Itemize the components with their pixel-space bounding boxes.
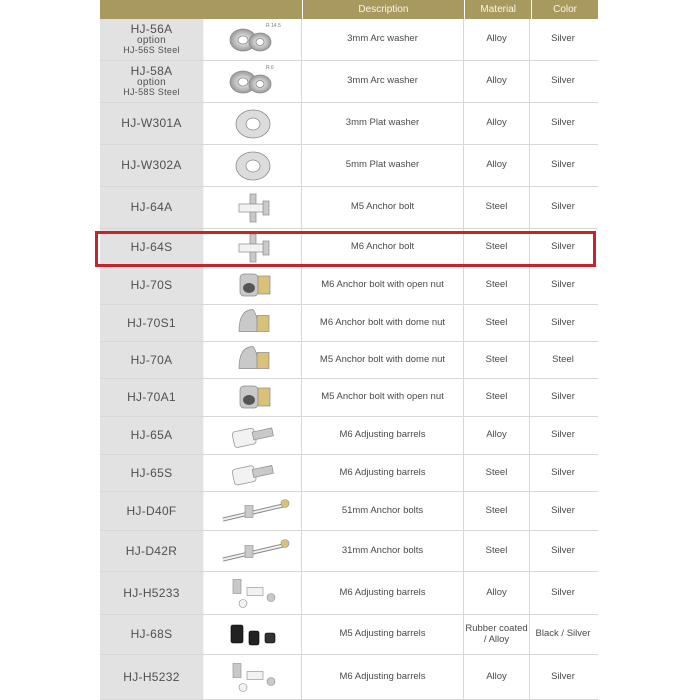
- product-code: [100, 531, 204, 571]
- product-code-label: HJ-58A: [130, 64, 173, 79]
- product-code-label: HJ-56A: [130, 22, 173, 37]
- product-description: M6 Adjusting barrels: [302, 655, 464, 699]
- adjusting-barrel-icon: [204, 417, 302, 454]
- table-row: [100, 615, 598, 655]
- product-material: Steel: [464, 267, 530, 304]
- product-color: Silver: [551, 391, 575, 403]
- product-description: M6 Adjusting barrels: [302, 572, 464, 614]
- product-color: Silver: [551, 201, 575, 213]
- product-description: 5mm Plat washer: [302, 145, 464, 186]
- product-material: Steel: [464, 229, 530, 266]
- product-description: M5 Anchor bolt with open nut: [302, 379, 464, 416]
- product-description: 51mm Anchor bolts: [302, 492, 464, 530]
- highlight-box: [95, 231, 596, 267]
- product-description: M6 Anchor bolt: [302, 229, 464, 266]
- product-code-label: HJ-W302A: [121, 158, 182, 173]
- adjusting-barrel-icon: [204, 455, 302, 491]
- product-material: Steel: [464, 379, 530, 416]
- table-row: [100, 103, 598, 145]
- table-row: [100, 145, 598, 187]
- barrel-kit-icon: [204, 572, 302, 614]
- barrel-kit-icon: [204, 655, 302, 699]
- product-code: [100, 61, 204, 102]
- product-color: Silver: [551, 316, 575, 328]
- table-row: [100, 655, 598, 700]
- product-description: M6 Adjusting barrels: [302, 455, 464, 491]
- product-code-label: HJ-64S: [130, 240, 173, 255]
- product-material: Steel: [464, 305, 530, 341]
- arc-washer-icon: [204, 61, 302, 102]
- product-color: Silver: [551, 670, 575, 682]
- product-code: [100, 455, 204, 491]
- product-code: [100, 19, 204, 60]
- product-code-label: HJ-W301A: [121, 116, 182, 131]
- product-color: Silver: [551, 279, 575, 291]
- product-color: Silver: [551, 466, 575, 478]
- product-description: M6 Anchor bolt with dome nut: [302, 305, 464, 341]
- product-code: [100, 267, 204, 304]
- table-row: [100, 19, 598, 61]
- table-row: [100, 455, 598, 492]
- product-code-label: HJ-70S: [130, 278, 173, 293]
- product-code-label: HJ-H5233: [123, 585, 180, 600]
- product-color: Silver: [551, 429, 575, 441]
- product-code: [100, 187, 204, 228]
- open-nut-bolt-icon: [204, 267, 302, 304]
- product-description: M5 Anchor bolt: [302, 187, 464, 228]
- table-row: [100, 531, 598, 572]
- product-color: Silver: [551, 75, 575, 87]
- product-description: M5 Adjusting barrels: [302, 615, 464, 654]
- open-nut-bolt-icon: [204, 379, 302, 416]
- product-code-variant: HJ-56S Steel: [123, 45, 180, 56]
- product-material: Rubber coated / Alloy: [464, 615, 530, 654]
- product-description: 3mm Plat washer: [302, 103, 464, 144]
- table-row: [100, 187, 598, 229]
- product-code: [100, 615, 204, 654]
- product-code: [100, 655, 204, 699]
- product-color: Silver: [551, 504, 575, 516]
- product-description: M6 Anchor bolt with open nut: [302, 267, 464, 304]
- long-anchor-bolt-icon: [204, 492, 302, 530]
- product-code: [100, 103, 204, 144]
- table-row: [100, 492, 598, 531]
- product-code-label: HJ-D42R: [125, 543, 178, 558]
- product-description: M6 Adjusting barrels: [302, 417, 464, 454]
- product-code-variant: HJ-58S Steel: [123, 87, 180, 98]
- product-code: [100, 492, 204, 530]
- dome-nut-bolt-icon: [204, 305, 302, 341]
- flat-washer-icon: [204, 145, 302, 186]
- product-material: Steel: [464, 492, 530, 530]
- table-row: [100, 379, 598, 417]
- product-description: 31mm Anchor bolts: [302, 531, 464, 571]
- long-anchor-bolt-icon: [204, 531, 302, 571]
- header-image: [204, 0, 302, 19]
- product-description: 3mm Arc washer: [302, 19, 464, 60]
- product-code: [100, 379, 204, 416]
- dome-nut-bolt-icon: [204, 342, 302, 378]
- product-color: Silver: [551, 586, 575, 598]
- product-material: Alloy: [464, 145, 530, 186]
- product-material: Alloy: [464, 572, 530, 614]
- product-code-label: HJ-65A: [130, 428, 173, 443]
- table-row: [100, 572, 598, 615]
- table-row: [100, 267, 598, 305]
- flat-washer-icon: [204, 103, 302, 144]
- product-description: 3mm Arc washer: [302, 61, 464, 102]
- header-code: [100, 0, 204, 19]
- product-code-option: option: [136, 34, 167, 46]
- product-code-label: HJ-70A1: [127, 390, 176, 405]
- product-code: [100, 145, 204, 186]
- table-row: [100, 305, 598, 342]
- arc-washer-icon: [204, 19, 302, 60]
- product-material: Alloy: [464, 417, 530, 454]
- product-material: Steel: [464, 455, 530, 491]
- product-code-label: HJ-70A: [130, 352, 173, 367]
- product-material: Alloy: [464, 655, 530, 699]
- product-color: Silver: [551, 241, 575, 253]
- product-color: Steel: [552, 353, 574, 365]
- rubber-barrel-icon: [204, 615, 302, 654]
- product-material: Alloy: [464, 19, 530, 60]
- product-material: Alloy: [464, 103, 530, 144]
- product-material: Steel: [464, 342, 530, 378]
- product-color: Silver: [551, 33, 575, 45]
- product-code-label: HJ-64A: [130, 200, 173, 215]
- anchor-bolt-icon: [204, 187, 302, 228]
- dimension-note: R 14.5: [266, 23, 281, 29]
- table-row: [100, 342, 598, 379]
- product-material: Alloy: [464, 61, 530, 102]
- header-description: Description: [302, 0, 465, 19]
- product-material: Steel: [464, 187, 530, 228]
- product-description: M5 Anchor bolt with dome nut: [302, 342, 464, 378]
- product-code-label: HJ-D40F: [126, 503, 177, 518]
- product-code: [100, 417, 204, 454]
- product-code-label: HJ-65S: [130, 465, 173, 480]
- product-color: Silver: [551, 544, 575, 556]
- product-color: Silver: [551, 117, 575, 129]
- table-row: [100, 417, 598, 455]
- product-code-label: HJ-H5232: [123, 669, 180, 684]
- table-header: [100, 0, 598, 19]
- product-code: [100, 572, 204, 614]
- product-color: Silver: [551, 159, 575, 171]
- header-color: Color: [531, 0, 598, 19]
- product-code: [100, 342, 204, 378]
- header-material: Material: [464, 0, 531, 19]
- dimension-note: R 6: [266, 65, 274, 71]
- table-row: [100, 61, 598, 103]
- product-material: Steel: [464, 531, 530, 571]
- product-code-label: HJ-70S1: [127, 315, 176, 330]
- product-table: [100, 0, 598, 700]
- product-code: [100, 305, 204, 341]
- product-color: Black / Silver: [535, 628, 591, 640]
- product-code-option: option: [136, 76, 167, 88]
- product-code-label: HJ-68S: [130, 627, 173, 642]
